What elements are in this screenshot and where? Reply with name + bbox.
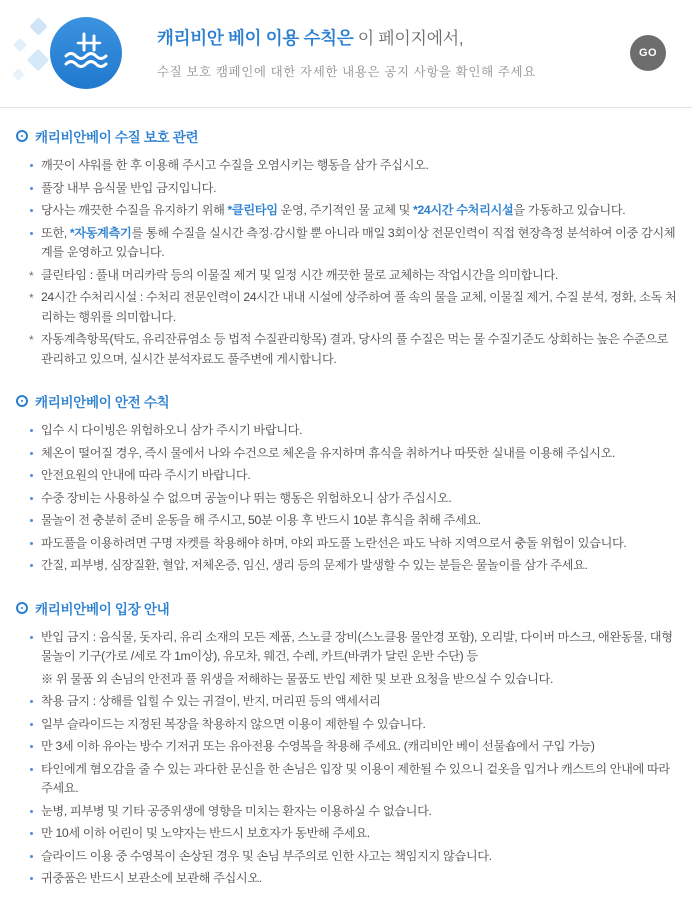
target-bullet-icon xyxy=(16,395,28,407)
section-title xyxy=(12,126,680,146)
list-item: 풀장 내부 음식물 반입 금지입니다. xyxy=(30,179,680,199)
go-button[interactable]: GO xyxy=(630,35,666,71)
list-item-note: ※ 위 물품 외 손님의 안전과 풀 위생을 저해하는 물품도 반입 제한 및 보관 요청을 받으실 수 있습니다. xyxy=(41,671,553,686)
list-item-note: * 클린타임 : 풀내 머리카락 등의 이물질 제거 및 일정 시간 깨끗한 물로 교체하는 작업시간을 의미합니다. xyxy=(30,266,680,286)
section-item-list xyxy=(12,628,680,889)
section-title xyxy=(12,391,680,411)
header-text-block xyxy=(157,27,536,81)
list-item: 안전요원의 안내에 따라 주시기 바랍니다. xyxy=(30,466,680,486)
list-item: 또한, *자동계측기를 통해 수질을 실시간 측정·감시할 뿐 아니라 매일 3회이상 전문인력이 직접 현장측정 분석하여 이중 감시체계를 운영하고 있습니다. xyxy=(30,224,680,263)
water-wave-icon xyxy=(64,32,108,74)
list-item-note: * 자동계측항목(탁도, 유리잔류염소 등 법적 수질관리항목) 결과, 당사의 풀 수질은 먹는 물 수질기준도 상회하는 높은 수준으로 관리하고 있으며, 실시간 분석자료도 풀주변에 게시합니다. xyxy=(30,330,680,369)
list-item: 당사는 깨끗한 수질을 유지하기 위해 *클린타임 운영, 주기적인 물 교체 및 *24시간 수처리시설을 가동하고 있습니다. xyxy=(30,201,680,221)
section-title-label: 캐리비안베이 안전 수칙 xyxy=(35,395,170,410)
list-item: 슬라이드 이용 중 수영복이 손상된 경우 및 손님 부주의로 인한 사고는 책임지지 않습니다. xyxy=(30,847,680,867)
list-item: 타인에게 혐오감을 줄 수 있는 과다한 문신을 한 손님은 입장 및 이용이 제한될 수 있으니 겉옷을 입거나 캐스트의 안내에 따라 주세요. xyxy=(30,760,680,799)
section-item-list xyxy=(12,156,680,369)
list-item: 입수 시 다이빙은 위험하오니 삼가 주시기 바랍니다. xyxy=(30,421,680,441)
list-item: 귀중품은 반드시 보관소에 보관해 주십시오. xyxy=(30,869,680,889)
list-item: 착용 금지 : 상해를 입힐 수 있는 귀걸이, 반지, 머리핀 등의 액세서리 xyxy=(30,692,680,712)
list-item: 눈병, 피부병 및 기타 공중위생에 영향을 미치는 환자는 이용하실 수 없습니다. xyxy=(30,802,680,822)
list-item: 파도풀을 이용하려면 구명 자켓를 착용해야 하며, 야외 파도풀 노란선은 파도 낙하 지역으로서 충돌 위험이 있습니다. xyxy=(30,534,680,554)
list-item: 만 10세 이하 어린이 및 노약자는 반드시 보호자가 동반해 주세요. xyxy=(30,824,680,844)
target-bullet-icon xyxy=(16,130,28,142)
list-item: 체온이 떨어질 경우, 즉시 물에서 나와 수건으로 체온을 유지하며 휴식을 취하거나 따뜻한 실내를 이용해 주십시오. xyxy=(30,444,680,464)
section-item-list xyxy=(12,421,680,576)
section-title-label: 캐리비안베이 수질 보호 관련 xyxy=(35,130,199,145)
list-item: 만 3세 이하 유아는 방수 기저귀 또는 유아전용 수영복을 착용해 주세요. (캐리비안 베이 선물숍에서 구입 가능) xyxy=(30,737,680,757)
list-item: 물놀이 전 충분히 준비 운동을 해 주시고, 50분 이용 후 반드시 10분 휴식을 취해 주세요. xyxy=(30,511,680,531)
section-admission-info xyxy=(12,598,680,889)
header-title-main: 캐리비안 베이 이용 수칙은 xyxy=(157,28,354,48)
header-title-tail: 이 페이지에서, xyxy=(353,29,464,48)
list-item: 간질, 피부병, 심장질환, 혈압, 저체온증, 임신, 생리 등의 문제가 발생할 수 있는 분들은 물놀이를 삼가 주세요. xyxy=(30,556,680,576)
list-item: 반입 금지 : 음식물, 돗자리, 유리 소재의 모든 제품, 스노클 장비(스노클용 물안경 포함), 오리발, 다이버 마스크, 애완동물, 대형 물놀이 기구(가로 /세로 각 1m이상), 유모차, 웨건, 수레, 카트(바퀴가 달린 운반 수단) 등 xyxy=(30,628,680,667)
target-bullet-icon xyxy=(16,602,28,614)
section-title xyxy=(12,598,680,618)
section-title-label: 캐리비안베이 입장 안내 xyxy=(35,601,170,617)
decorative-diamonds xyxy=(10,18,50,96)
list-item-note: * 24시간 수처리시설 : 수처리 전문인력이 24시간 내내 시설에 상주하여 풀 속의 물을 교체, 이물질 제거, 수질 분석, 정화, 소독 처리하는 행위를 의미합니다. xyxy=(30,288,680,327)
page-header xyxy=(0,0,692,108)
list-item: 일부 슬라이드는 지정된 복장을 착용하지 않으면 이용이 제한될 수 있습니다. xyxy=(30,715,680,735)
list-item: 깨끗이 샤워를 한 후 이용해 주시고 수질을 오염시키는 행동을 삼가 주십시오. xyxy=(30,156,680,176)
header-subtitle: 수질 보호 캠페인에 대한 자세한 내용은 공지 사항을 확인해 주세요 xyxy=(157,65,536,79)
wave-badge-icon xyxy=(50,17,122,89)
section-safety-rules xyxy=(12,391,680,576)
section-water-quality xyxy=(12,126,680,369)
header-title xyxy=(157,27,536,50)
list-item: 수중 장비는 사용하실 수 없으며 공놀이나 뛰는 행동은 위험하오니 삼가 주십시오. xyxy=(30,489,680,509)
content-area xyxy=(0,126,692,916)
